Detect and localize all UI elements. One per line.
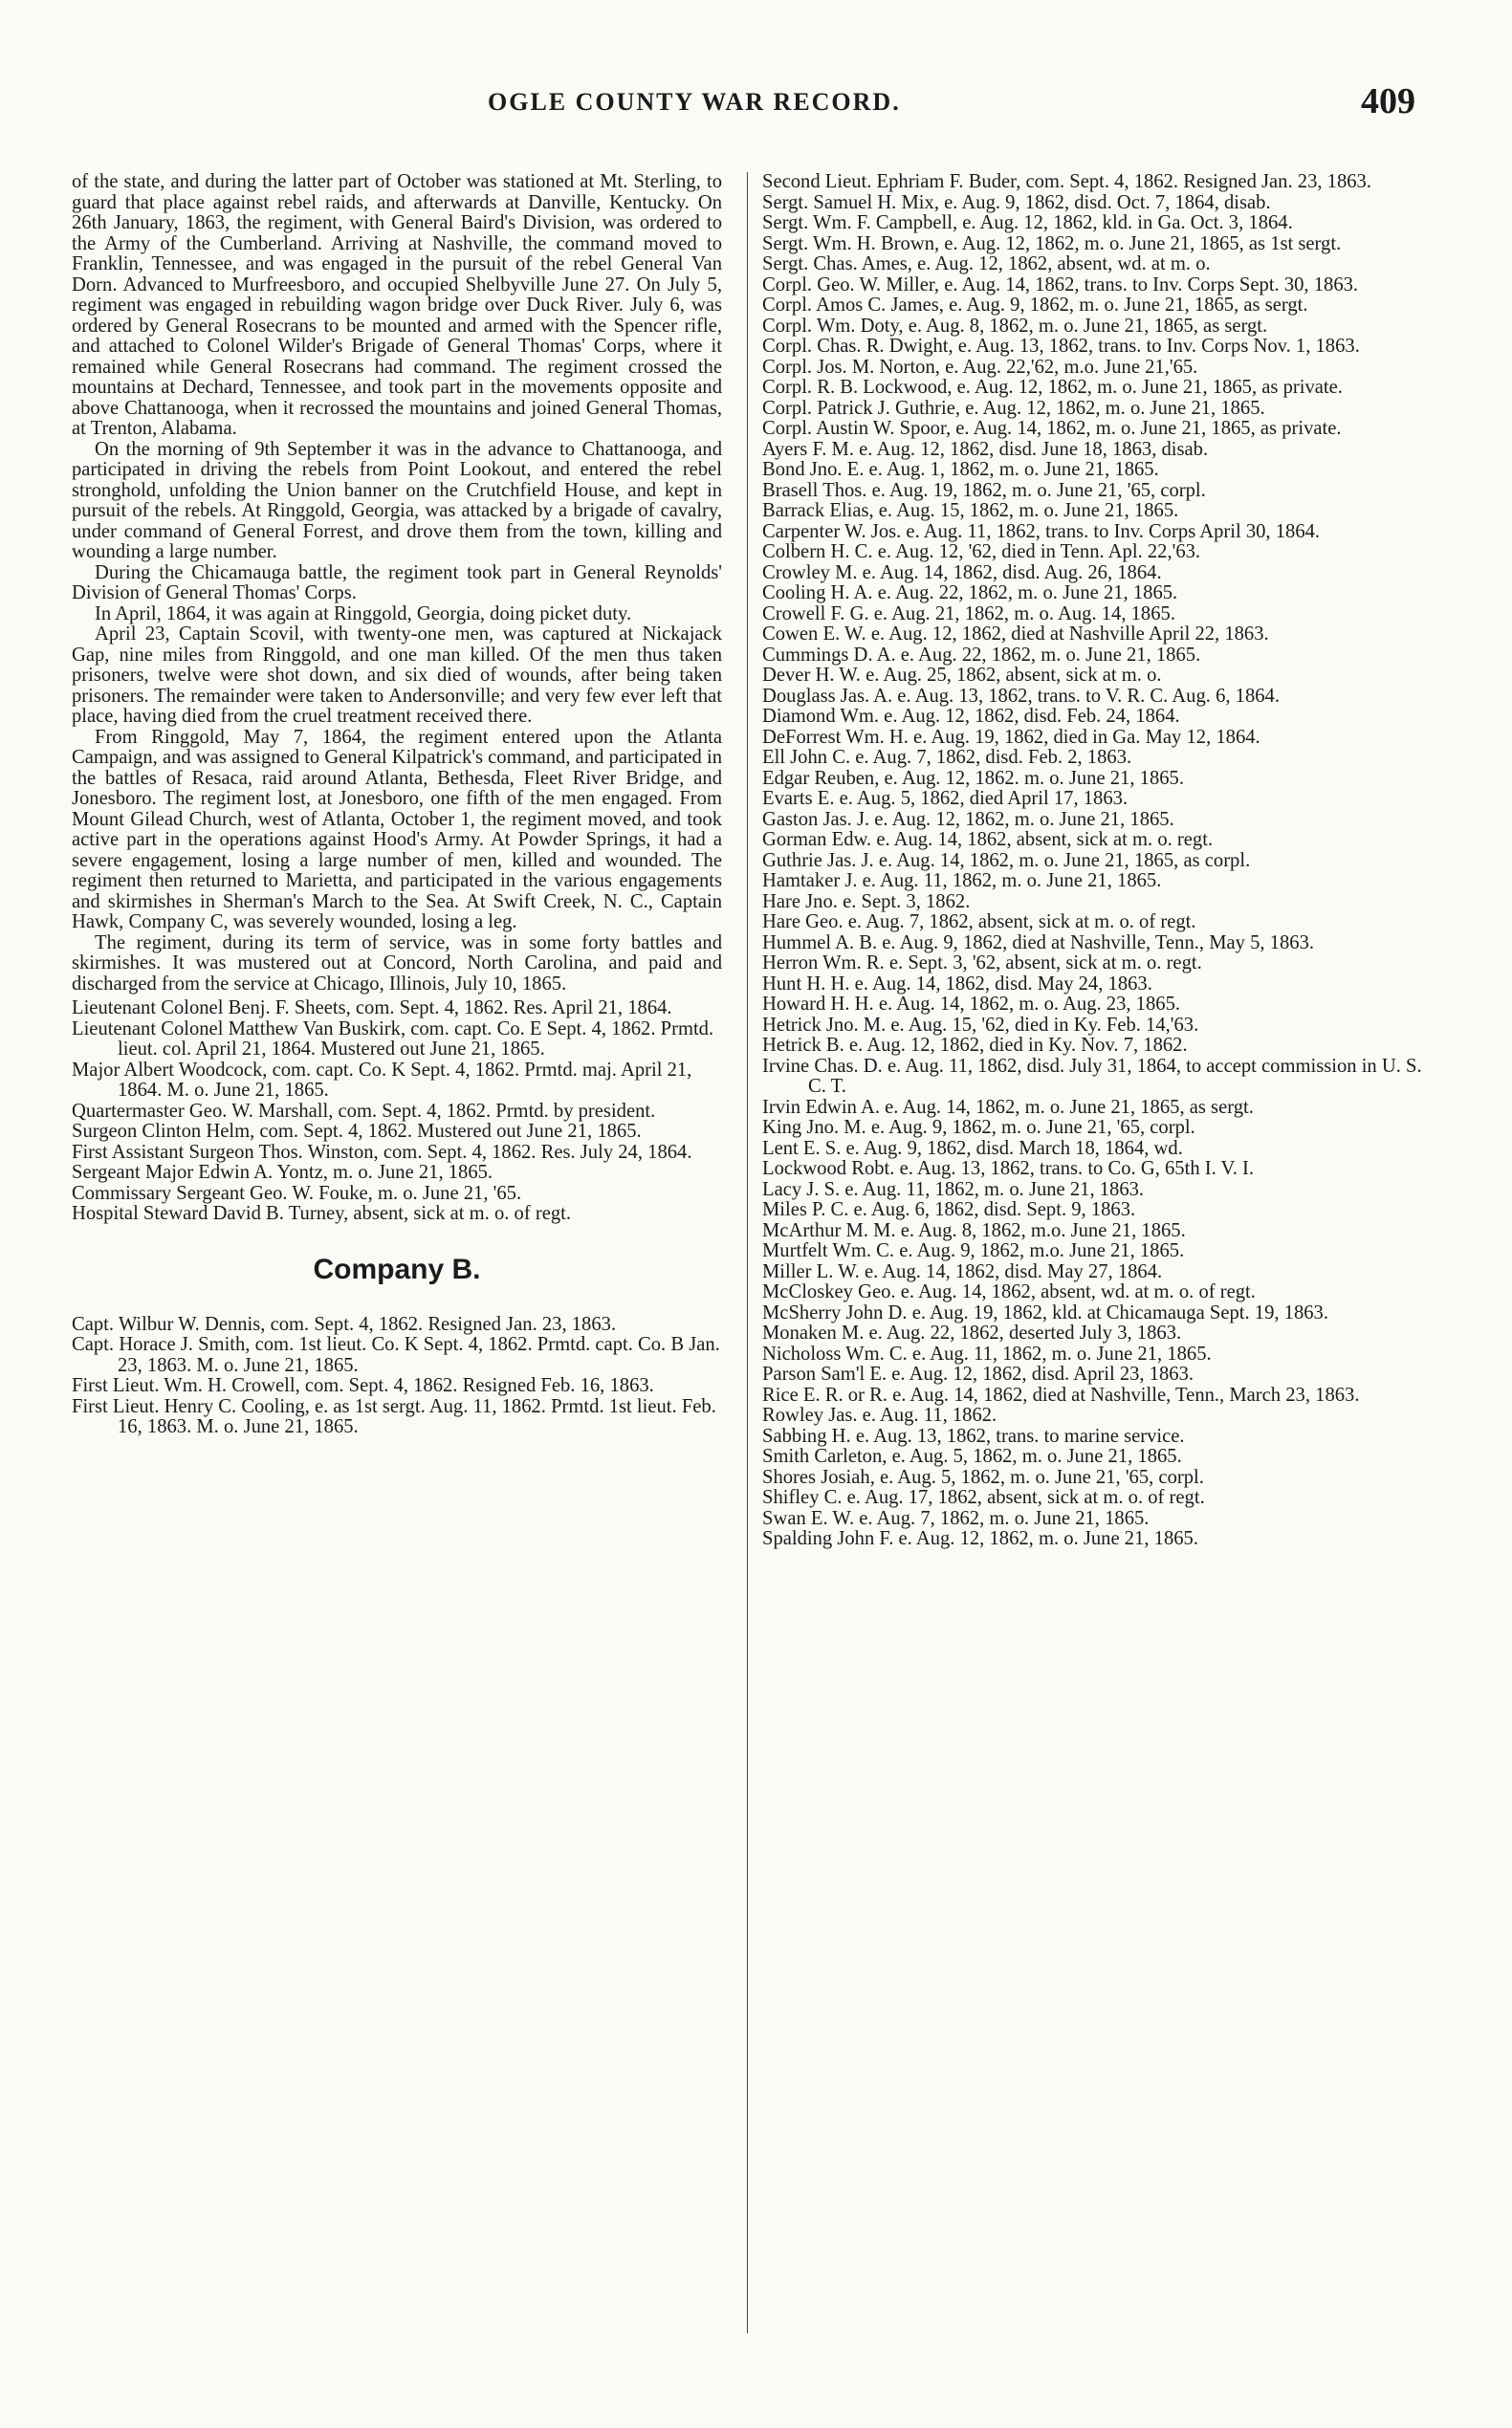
roster-entry: Cowen E. W. e. Aug. 12, 1862, died at Nashville April 22, 1863. bbox=[762, 623, 1269, 645]
roster-entry: Cooling H. A. e. Aug. 22, 1862, m. o. June 21, 1865. bbox=[762, 582, 1178, 603]
roster-entry: Capt. Wilbur W. Dennis, com. Sept. 4, 1862. Resigned Jan. 23, 1863. bbox=[72, 1313, 617, 1335]
roster-entry: Guthrie Jas. J. e. Aug. 14, 1862, m. o. June 21, 1865, as corpl. bbox=[762, 849, 1251, 871]
roster-entry: Howard H. H. e. Aug. 14, 1862, m. o. Aug. 23, 1865. bbox=[762, 994, 1181, 1015]
roster-entry: Major Albert Woodcock, com. capt. Co. K Sept. 4, 1862. Prmtd. maj. April 21, 1864. M. o. June 21, 1865. bbox=[72, 1059, 692, 1101]
roster-entry: Nicholoss Wm. C. e. Aug. 11, 1862, m. o. June 21, 1865. bbox=[762, 1343, 1212, 1365]
roster-entry: Corpl. Chas. R. Dwight, e. Aug. 13, 1862, trans. to Inv. Corps Nov. 1, 1863. bbox=[762, 336, 1360, 357]
history-paragraph: On the morning of 9th September it was in the advance to Chattanooga, and participated in driving the rebels from Point Lookout, and entered the rebel stronghold, unfolding the Union banner on the Crutchfield House, and kept in pursuit of the rebels. At Ringgold, Georgia, was attacked by a brigade of cavalry, under command of General Forrest, and drove them from the town, killing and wounding a large number. bbox=[72, 438, 722, 562]
history-paragraph: of the state, and during the latter part of October was stationed at Mt. Sterling, to guard that place against rebel raids, and afterwards at Danville, Kentucky. On 26th January, 1863, the regiment, with General Baird's Division, was ordered to the Army of the Cumberland. Arriving at Nashville, the command moved to Franklin, Tennessee, and was engaged in the pursuit of the rebel General Van Dorn. Advanced to Murfreesboro, and occupied Shelbyville June 27. On July 5, regiment was engaged in rebuilding wagon bridge over Duck River. July 6, was ordered by General Rosecrans to be mounted and armed with the Spencer rifle, and attached to Colonel Wilder's Brigade of General Thomas' Corps, where it remained while General Rosecrans had command. The regiment crossed the mountains at Dechard, Tennessee, and took part in the movements opposite and above Chattanooga, when it recrossed the mountains and joined General Thomas, at Trenton, Alabama. bbox=[72, 171, 722, 439]
roster-entry: Smith Carleton, e. Aug. 5, 1862, m. o. June 21, 1865. bbox=[762, 1446, 1182, 1467]
roster-entry: Lieutenant Colonel Matthew Van Buskirk, com. capt. Co. E Sept. 4, 1862. Prmtd. lieut. col. April 21, 1864. Mustered out June 21, 1865. bbox=[72, 1017, 714, 1060]
roster-entry: Quartermaster Geo. W. Marshall, com. Sept. 4, 1862. Prmtd. by president. bbox=[72, 1100, 656, 1122]
roster-entry: Crowell F. G. e. Aug. 21, 1862, m. o. Aug. 14, 1865. bbox=[762, 602, 1175, 624]
left-column bbox=[72, 172, 722, 1438]
roster-entry: McSherry John D. e. Aug. 19, 1862, kld. at Chicamauga Sept. 19, 1863. bbox=[762, 1301, 1328, 1323]
roster-entry: Sergt. Chas. Ames, e. Aug. 12, 1862, absent, wd. at m. o. bbox=[762, 253, 1211, 274]
roster-entry: Surgeon Clinton Helm, com. Sept. 4, 1862. Mustered out June 21, 1865. bbox=[72, 1121, 642, 1142]
roster-entry: Commissary Sergeant Geo. W. Fouke, m. o. June 21, '65. bbox=[72, 1182, 522, 1204]
roster-entry: Gaston Jas. J. e. Aug. 12, 1862, m. o. June 21, 1865. bbox=[762, 808, 1174, 830]
history-paragraph: During the Chicamauga battle, the regiment took part in General Reynolds' Division of General Thomas' Corps. bbox=[72, 561, 722, 603]
roster-entry: Crowley M. e. Aug. 14, 1862, disd. Aug. 26, 1864. bbox=[762, 561, 1162, 583]
roster-entry: Lieutenant Colonel Benj. F. Sheets, com. Sept. 4, 1862. Res. April 21, 1864. bbox=[72, 997, 672, 1018]
roster-entry: Evarts E. e. Aug. 5, 1862, died April 17, 1863. bbox=[762, 788, 1129, 809]
roster-entry: Herron Wm. R. e. Sept. 3, '62, absent, sick at m. o. regt. bbox=[762, 952, 1202, 973]
running-title: OGLE COUNTY WAR RECORD. bbox=[488, 88, 901, 116]
roster-entry: Corpl. Amos C. James, e. Aug. 9, 1862, m. o. June 21, 1865, as sergt. bbox=[762, 295, 1308, 316]
roster-entry: King Jno. M. e. Aug. 9, 1862, m. o. June 21, '65, corpl. bbox=[762, 1117, 1195, 1138]
roster-entry: Second Lieut. Ephriam F. Buder, com. Sept. 4, 1862. Resigned Jan. 23, 1863. bbox=[762, 171, 1371, 192]
roster-entry: Monaken M. e. Aug. 22, 1862, deserted July 3, 1863. bbox=[762, 1323, 1182, 1344]
roster-entry: Lockwood Robt. e. Aug. 13, 1862, trans. to Co. G, 65th I. V. I. bbox=[762, 1158, 1255, 1179]
roster-entry: Edgar Reuben, e. Aug. 12, 1862. m. o. June 21, 1865. bbox=[762, 767, 1184, 789]
roster-entry: Dever H. W. e. Aug. 25, 1862, absent, sick at m. o. bbox=[762, 665, 1162, 686]
roster-entry: Colbern H. C. e. Aug. 12, '62, died in Tenn. Apl. 22,'63. bbox=[762, 541, 1201, 562]
roster-entry: Hunt H. H. e. Aug. 14, 1862, disd. May 24, 1863. bbox=[762, 973, 1152, 995]
roster-entry: Sabbing H. e. Aug. 13, 1862, trans. to marine service. bbox=[762, 1425, 1185, 1447]
roster-entry: Hetrick Jno. M. e. Aug. 15, '62, died in Ky. Feb. 14,'63. bbox=[762, 1014, 1199, 1036]
roster-entry: Miller L. W. e. Aug. 14, 1862, disd. May 27, 1864. bbox=[762, 1260, 1163, 1282]
roster-entry: Rice E. R. or R. e. Aug. 14, 1862, died at Nashville, Tenn., March 23, 1863. bbox=[762, 1384, 1360, 1406]
page-number: 409 bbox=[1361, 81, 1415, 121]
history-paragraph: In April, 1864, it was again at Ringgold, Georgia, doing picket duty. bbox=[95, 602, 632, 624]
roster-entry: Douglass Jas. A. e. Aug. 13, 1862, trans. to V. R. C. Aug. 6, 1864. bbox=[762, 685, 1280, 707]
roster-entry: First Assistant Surgeon Thos. Winston, com. Sept. 4, 1862. Res. July 24, 1864. bbox=[72, 1141, 692, 1163]
roster-entry: Sergt. Wm. F. Campbell, e. Aug. 12, 1862, kld. in Ga. Oct. 3, 1864. bbox=[762, 212, 1293, 233]
roster-entry: Hospital Steward David B. Turney, absent, sick at m. o. of regt. bbox=[72, 1203, 572, 1224]
roster-entry: Gorman Edw. e. Aug. 14, 1862, absent, sick at m. o. regt. bbox=[762, 829, 1214, 850]
roster-entry: Sergeant Major Edwin A. Yontz, m. o. June 21, 1865. bbox=[72, 1162, 493, 1183]
roster-entry: Spalding John F. e. Aug. 12, 1862, m. o. June 21, 1865. bbox=[762, 1528, 1198, 1549]
roster-entry: Hamtaker J. e. Aug. 11, 1862, m. o. June 21, 1865. bbox=[762, 870, 1162, 891]
roster-entry: DeForrest Wm. H. e. Aug. 19, 1862, died in Ga. May 12, 1864. bbox=[762, 726, 1260, 748]
history-paragraph: The regiment, during its term of service, was in some forty battles and skirmishes. It was mustered out at Concord, North Carolina, and paid and discharged from the service at Chicago, Illinois, July 10, 1865. bbox=[72, 931, 722, 995]
roster-entry: Hetrick B. e. Aug. 12, 1862, died in Ky. Nov. 7, 1862. bbox=[762, 1035, 1188, 1056]
roster-entry: Swan E. W. e. Aug. 7, 1862, m. o. June 21, 1865. bbox=[762, 1507, 1150, 1529]
roster-entry: Corpl. Jos. M. Norton, e. Aug. 22,'62, m.o. June 21,'65. bbox=[762, 356, 1198, 378]
history-paragraph: April 23, Captain Scovil, with twenty-one men, was captured at Nickajack Gap, nine miles from Ringgold, and one man killed. Of the men thus taken prisoners, twelve were shot down, and six died of wounds, after being taken prisoners. The remainder were taken to Andersonville; and very few ever left that place, having died from the cruel treatment received there. bbox=[72, 623, 722, 727]
roster-entry: McArthur M. M. e. Aug. 8, 1862, m.o. June 21, 1865. bbox=[762, 1219, 1186, 1241]
roster-entry: Hummel A. B. e. Aug. 9, 1862, died at Nashville, Tenn., May 5, 1863. bbox=[762, 931, 1315, 953]
roster-entry: First Lieut. Henry C. Cooling, e. as 1st sergt. Aug. 11, 1862. Prmtd. 1st lieut. Feb. 16, 1863. M. o. June 21, 1865. bbox=[72, 1395, 716, 1437]
roster-entry: Lent E. S. e. Aug. 9, 1862, disd. March 18, 1864, wd. bbox=[762, 1137, 1183, 1159]
roster-entry: Hare Jno. e. Sept. 3, 1862. bbox=[762, 890, 971, 912]
roster-entry: Bond Jno. E. e. Aug. 1, 1862, m. o. June 21, 1865. bbox=[762, 459, 1159, 480]
company-roster bbox=[72, 1315, 722, 1438]
roster-entry: Corpl. Patrick J. Guthrie, e. Aug. 12, 1862, m. o. June 21, 1865. bbox=[762, 397, 1265, 419]
roster-entry: Shifley C. e. Aug. 17, 1862, absent, sick at m. o. of regt. bbox=[762, 1487, 1205, 1508]
roster-entry: Capt. Horace J. Smith, com. 1st lieut. Co. K Sept. 4, 1862. Prmtd. capt. Co. B Jan. 23, 1863. M. o. June 21, 1865. bbox=[72, 1334, 720, 1376]
roster-entry: Murtfelt Wm. C. e. Aug. 9, 1862, m.o. June 21, 1865. bbox=[762, 1240, 1185, 1261]
page-header bbox=[459, 81, 1415, 132]
roster-entry: Irvine Chas. D. e. Aug. 11, 1862, disd. July 31, 1864, to accept commission in U. S. C. T. bbox=[762, 1055, 1422, 1097]
roster-entry: Carpenter W. Jos. e. Aug. 11, 1862, trans. to Inv. Corps April 30, 1864. bbox=[762, 520, 1321, 542]
roster-entry: Barrack Elias, e. Aug. 15, 1862, m. o. June 21, 1865. bbox=[762, 500, 1179, 521]
history-paragraph: From Ringgold, May 7, 1864, the regiment entered upon the Atlanta Campaign, and was assigned to General Kilpatrick's command, and participated in the battles of Resaca, raid around Atlanta, Bethesda, Fleet River Bridge, and Jonesboro. The regiment lost, at Jonesboro, one fifth of the men engaged. From Mount Gilead Church, west of Atlanta, October 1, the regiment moved, and took active part in the operations against Hood's Army. At Powder Springs, it had a severe engagement, losing a large number of men, killed and wounded. The regiment then returned to Marietta, and participated in the various engagements and skirmishes in Sherman's March to the Sea. At Swift Creek, N. C., Captain Hawk, Company C, was severely wounded, losing a leg. bbox=[72, 726, 722, 932]
roster-entry: Corpl. Wm. Doty, e. Aug. 8, 1862, m. o. June 21, 1865, as sergt. bbox=[762, 315, 1268, 337]
regiment-history bbox=[72, 172, 722, 995]
roster-entry: Hare Geo. e. Aug. 7, 1862, absent, sick at m. o. of regt. bbox=[762, 911, 1196, 932]
roster-entry: Cummings D. A. e. Aug. 22, 1862, m. o. June 21, 1865. bbox=[762, 644, 1201, 666]
roster-entry: First Lieut. Wm. H. Crowell, com. Sept. 4, 1862. Resigned Feb. 16, 1863. bbox=[72, 1375, 654, 1396]
roster-entry: Corpl. Austin W. Spoor, e. Aug. 14, 1862, m. o. June 21, 1865, as private. bbox=[762, 418, 1342, 439]
roster-entry: Corpl. Geo. W. Miller, e. Aug. 14, 1862, trans. to Inv. Corps Sept. 30, 1863. bbox=[762, 273, 1359, 295]
roster-entry: Parson Sam'l E. e. Aug. 12, 1862, disd. April 23, 1863. bbox=[762, 1364, 1194, 1385]
roster-entry: Ayers F. M. e. Aug. 12, 1862, disd. June 18, 1863, disab. bbox=[762, 438, 1209, 460]
column-divider bbox=[747, 172, 748, 2333]
roster-entry: Corpl. R. B. Lockwood, e. Aug. 12, 1862, m. o. June 21, 1865, as private. bbox=[762, 377, 1343, 398]
roster-entry: Sergt. Wm. H. Brown, e. Aug. 12, 1862, m. o. June 21, 1865, as 1st sergt. bbox=[762, 232, 1342, 254]
roster-entry: Ell John C. e. Aug. 7, 1862, disd. Feb. 2, 1863. bbox=[762, 747, 1132, 768]
roster-entry: Shores Josiah, e. Aug. 5, 1862, m. o. June 21, '65, corpl. bbox=[762, 1466, 1204, 1488]
roster-entry: Rowley Jas. e. Aug. 11, 1862. bbox=[762, 1405, 997, 1426]
roster-entry: Sergt. Samuel H. Mix, e. Aug. 9, 1862, disd. Oct. 7, 1864, disab. bbox=[762, 191, 1271, 213]
roster-entry: Irvin Edwin A. e. Aug. 14, 1862, m. o. June 21, 1865, as sergt. bbox=[762, 1096, 1254, 1118]
right-column bbox=[762, 172, 1422, 1550]
roster-entry: Brasell Thos. e. Aug. 19, 1862, m. o. June 21, '65, corpl. bbox=[762, 479, 1206, 501]
roster-entry: Lacy J. S. e. Aug. 11, 1862, m. o. June 21, 1863. bbox=[762, 1178, 1145, 1200]
company-heading: Company B. bbox=[313, 1253, 481, 1285]
roster-entry: Miles P. C. e. Aug. 6, 1862, disd. Sept. 9, 1863. bbox=[762, 1199, 1136, 1220]
roster-entry: Diamond Wm. e. Aug. 12, 1862, disd. Feb. 24, 1864. bbox=[762, 706, 1180, 727]
field-staff-roster bbox=[72, 998, 722, 1225]
roster-entry: McCloskey Geo. e. Aug. 14, 1862, absent, wd. at m. o. of regt. bbox=[762, 1281, 1256, 1302]
